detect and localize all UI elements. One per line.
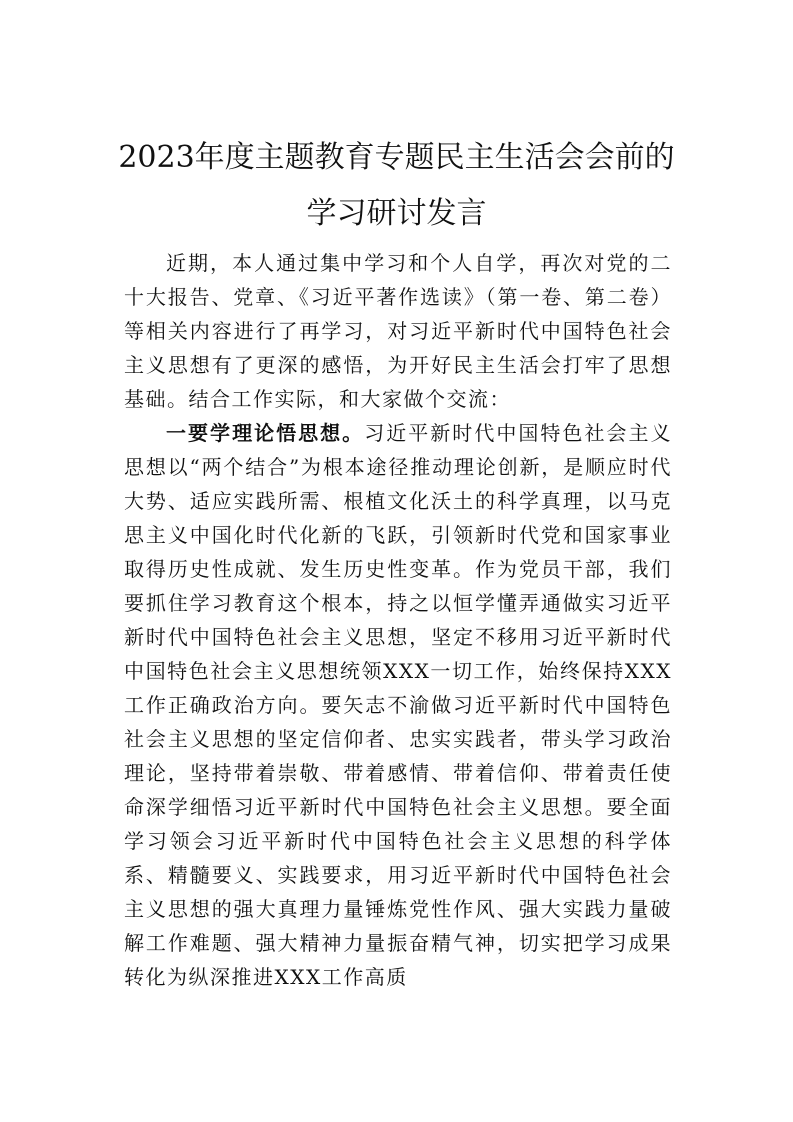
paragraph-intro [124,246,672,416]
document-title-line-1: 2023年度主题教育专题民主生活会会前的 [118,140,675,175]
document-title-line-2: 学习研讨发言 [306,196,487,231]
paragraph-point-1 [124,416,672,994]
paragraph-text: 习近平新时代中国特色社会主义思想以“两个结合”为根本途径推动理论创新，是顺应时代大势、适应实践所需、根植文化沃土的科学真理，以马克思主义中国化时代化新的飞跃，引领新时代党和国家事业取得历史性成就、发生历史性变革。作为党员干部，我们要抓住学习教育这个根本，持之以恒学懂弄通做实习近平新时代中国特色社会主义思想，坚定不移用习近平新时代中国特色社会主义思想统领XXX一切工作，始终保持XXX工作正确政治方向。要矢志不渝做习近平新时代中国特色社会主义思想的坚定信仰者、忠实实践者，带头学习政治理论，坚持带着崇敬、带着感情、带着信仰、带着责任使命深学细悟习近平新时代中国特色社会主义思想。要全面学习领会习近平新时代中国特色社会主义思想的科学体系、精髓要义、实践要求，用习近平新时代中国特色社会主义思想的强大真理力量锤炼党性作风、强大实践力量破解工作难题、强大精神力量振奋精气神，切实把学习成果转化为纵深推进XXX工作高质 [124,421,673,989]
paragraph-lead-heading: 一要学理论悟思想。 [166,421,365,445]
paragraph-text: 近期，本人通过集中学习和个人自学，再次对党的二十大报告、党章、《习近平著作选读》（第一卷、第二卷）等相关内容进行了再学习，对习近平新时代中国特色社会主义思想有了更深的感悟，为开好民主生活会打牢了思想基础。结合工作实际，和大家做个交流： [124,251,672,411]
document-body [124,246,672,994]
